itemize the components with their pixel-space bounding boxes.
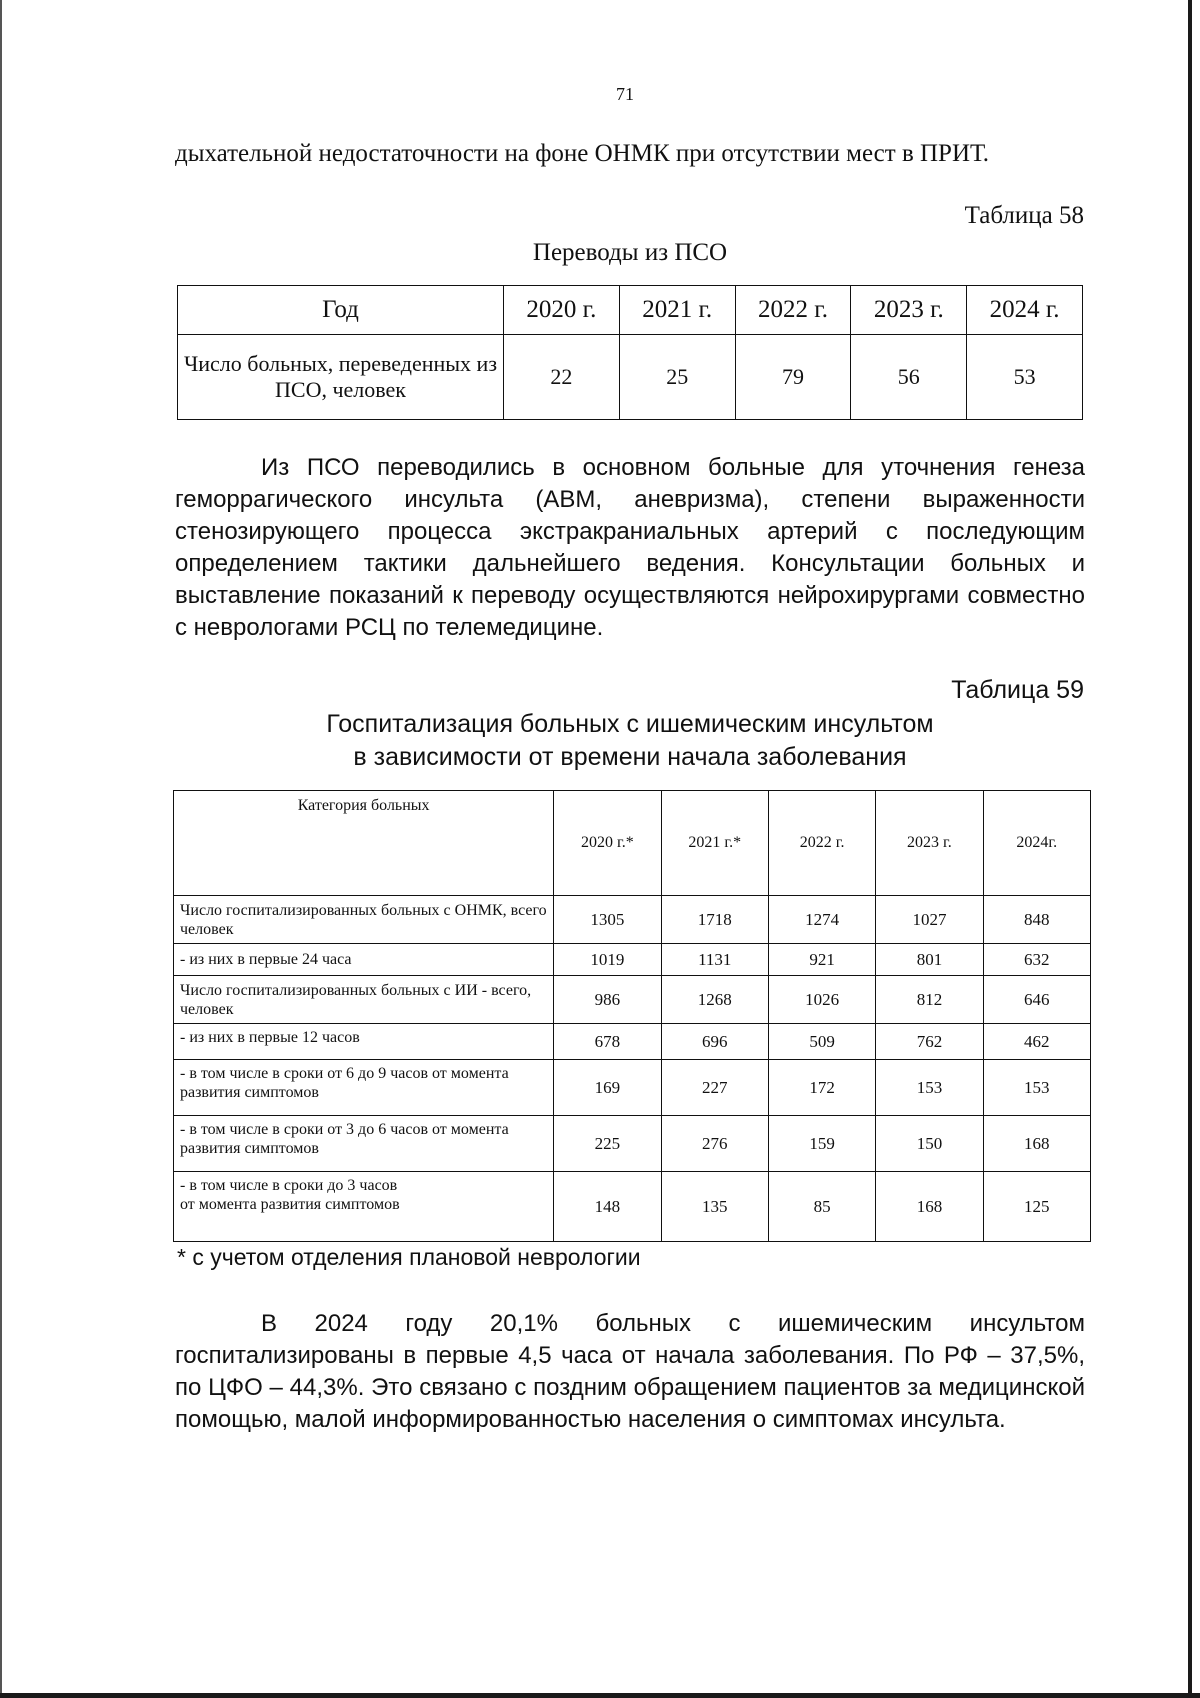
table59-title-line1: Госпитализация больных с ишемическим инсультом <box>326 710 934 738</box>
table59-cell: 1305 <box>554 896 661 944</box>
scan-right-edge <box>1188 0 1192 1698</box>
table59-cell: 632 <box>983 944 1090 976</box>
table59-cell: 153 <box>876 1060 983 1116</box>
table59-title-line2: в зависимости от времени начала заболевания <box>353 743 907 771</box>
table59-row-label: - из них в первые 12 часов <box>174 1024 554 1060</box>
table59-cell: 848 <box>983 896 1090 944</box>
page-number: 71 <box>616 84 634 104</box>
table59-cell: 125 <box>983 1172 1090 1242</box>
table58-row-label: Число больных, переведенных из ПСО, человек <box>178 335 504 420</box>
table59-cell: 696 <box>661 1024 768 1060</box>
scan-left-edge <box>0 0 2 1698</box>
intro-paragraph: дыхательной недостаточности на фоне ОНМК при отсутствии мест в ПРИТ. <box>175 140 990 167</box>
table59-row <box>174 1116 1091 1172</box>
table59-cell: 150 <box>876 1116 983 1172</box>
table59-cell: 1019 <box>554 944 661 976</box>
table58-caption: Таблица 58 <box>964 202 1084 229</box>
table59-header-cell: 2024г. <box>983 791 1090 896</box>
body-paragraph-2 <box>175 452 1085 644</box>
body-paragraph-3-text: В 2024 году 20,1% больных с ишемическим инсультом госпитализированы в первые 4,5 часа от начала заболевания. По РФ – 37,5%, по ЦФО – 44,3%. Это связано с поздним обращением пациентов за медицинской помощью, малой информированностью населения о симптомах инсульта. <box>175 1310 1085 1433</box>
table59-row <box>174 976 1091 1024</box>
table59-footnote: * с учетом отделения плановой неврологии <box>177 1244 641 1270</box>
table59-header-cell: Категория больных <box>174 791 554 896</box>
table59-cell: 762 <box>876 1024 983 1060</box>
table58-cell: 79 <box>735 335 851 420</box>
table59-header-row <box>174 791 1091 896</box>
table59-cell: 172 <box>768 1060 875 1116</box>
table59-cell: 1274 <box>768 896 875 944</box>
table59 <box>173 790 1091 1242</box>
table58-header-row <box>178 286 1083 335</box>
table59-cell: 462 <box>983 1024 1090 1060</box>
table58-header-cell: 2021 г. <box>619 286 735 335</box>
table59-cell: 227 <box>661 1060 768 1116</box>
table59-cell: 168 <box>983 1116 1090 1172</box>
table59-cell: 801 <box>876 944 983 976</box>
table59-cell: 812 <box>876 976 983 1024</box>
table59-cell: 169 <box>554 1060 661 1116</box>
table59-cell: 646 <box>983 976 1090 1024</box>
body-paragraph-3 <box>175 1308 1085 1436</box>
table59-cell: 1131 <box>661 944 768 976</box>
table59-cell: 85 <box>768 1172 875 1242</box>
table59-cell: 1027 <box>876 896 983 944</box>
table59-row <box>174 944 1091 976</box>
table58-header-cell: 2020 г. <box>504 286 620 335</box>
table58-data-row <box>178 335 1083 420</box>
table59-cell: 159 <box>768 1116 875 1172</box>
table59-row <box>174 1060 1091 1116</box>
table59-cell: 1026 <box>768 976 875 1024</box>
table58-header-cell: 2023 г. <box>851 286 967 335</box>
table59-cell: 1718 <box>661 896 768 944</box>
table59-cell: 148 <box>554 1172 661 1242</box>
table59-row-label: Число госпитализированных больных с ИИ - всего, человек <box>174 976 554 1024</box>
body-paragraph-2-text: Из ПСО переводились в основном больные для уточнения генеза геморрагического инсульта (АВМ, аневризма), степени выраженности стенозирующего процесса экстракраниальных артерий с последующим определением тактики дальнейшего ведения. Консультации больных и выставление показаний к переводу осуществляются нейрохирургами совместно с неврологами РСЦ по телемедицине. <box>175 454 1085 641</box>
table59-cell: 135 <box>661 1172 768 1242</box>
table59-cell: 509 <box>768 1024 875 1060</box>
table58-header-cell: 2024 г. <box>967 286 1083 335</box>
table59-cell: 276 <box>661 1116 768 1172</box>
table59-cell: 1268 <box>661 976 768 1024</box>
table59-row-label: - из них в первые 24 часа <box>174 944 554 976</box>
table59-cell: 986 <box>554 976 661 1024</box>
table59-header-cell: 2022 г. <box>768 791 875 896</box>
table58 <box>177 285 1083 420</box>
table59-cell: 921 <box>768 944 875 976</box>
table59-caption: Таблица 59 <box>951 676 1084 704</box>
table58-cell: 22 <box>504 335 620 420</box>
table59-row-label: - в том числе в сроки до 3 часов от момента развития симптомов <box>174 1172 554 1242</box>
table58-header-cell: 2022 г. <box>735 286 851 335</box>
table59-cell: 153 <box>983 1060 1090 1116</box>
table58-header-cell: Год <box>178 286 504 335</box>
table59-row-label: Число госпитализированных больных с ОНМК, всего человек <box>174 896 554 944</box>
table58-title: Переводы из ПСО <box>532 239 728 266</box>
table59-cell: 225 <box>554 1116 661 1172</box>
table59-header-cell: 2023 г. <box>876 791 983 896</box>
table59-row-label: - в том числе в сроки от 3 до 6 часов от момента развития симптомов <box>174 1116 554 1172</box>
table59-row-label: - в том числе в сроки от 6 до 9 часов от момента развития симптомов <box>174 1060 554 1116</box>
scan-bottom-edge <box>0 1693 1200 1698</box>
table58-cell: 56 <box>851 335 967 420</box>
table59-row <box>174 896 1091 944</box>
table59-cell: 168 <box>876 1172 983 1242</box>
table59-row <box>174 1172 1091 1242</box>
table59-header-cell: 2020 г.* <box>554 791 661 896</box>
table58-cell: 25 <box>619 335 735 420</box>
table59-row <box>174 1024 1091 1060</box>
table59-header-cell: 2021 г.* <box>661 791 768 896</box>
table58-cell: 53 <box>967 335 1083 420</box>
table59-title <box>175 708 1085 774</box>
table59-cell: 678 <box>554 1024 661 1060</box>
